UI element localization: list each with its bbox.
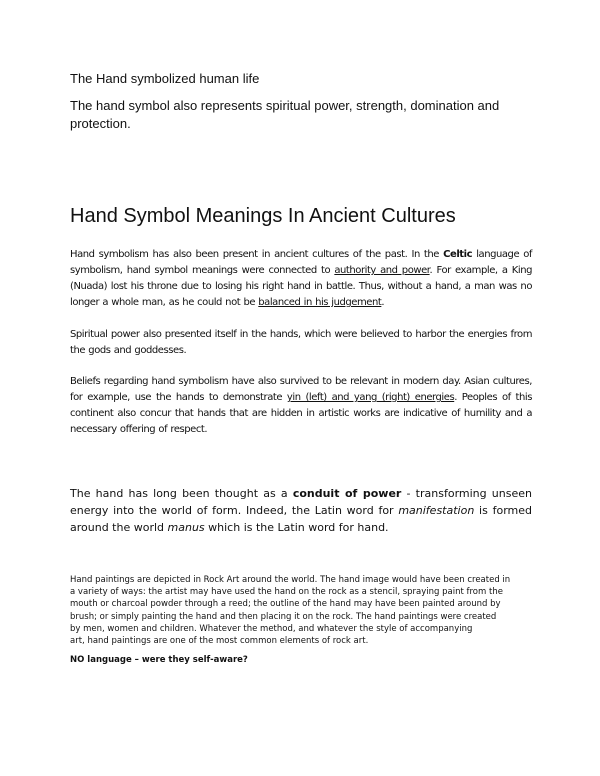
intro-paragraph: The hand symbol also represents spiritual power, strength, domination and protection. — [70, 98, 500, 131]
celtic-term: Celtic — [443, 249, 473, 260]
section-heading: Hand Symbol Meanings In Ancient Cultures — [70, 205, 456, 227]
text-run: is formed around the world — [70, 504, 532, 534]
yin-yang-link[interactable]: yin (left) and yang (right) energies — [286, 392, 455, 403]
rock-art-line: art, hand paintings are one of the most common elements of rock art. — [70, 636, 369, 647]
rock-art-line: by men, women and children. Whatever the method, and whatever the style of accompanying — [70, 623, 473, 634]
rock-art-line: mouth or charcoal powder through a reed; the outline of the hand may have been painted around by — [70, 599, 501, 610]
balanced-judgement-link[interactable]: balanced in his judgement — [258, 297, 382, 308]
intro-line: The Hand symbolized human life — [70, 71, 260, 86]
rock-art-line: brush; or simply painting the hand and then placing it on the rock. The hand paintings were created — [70, 611, 497, 622]
manus-term: manus — [167, 521, 205, 534]
text-run: language of symbolism, hand symbol meanings were connected to — [70, 249, 532, 276]
text-run: Hand symbolism has also been present in ancient cultures of the past. In the — [70, 249, 444, 260]
text-run: which is the Latin word for hand. — [204, 521, 389, 534]
text-run: The hand has long been thought as a — [70, 487, 293, 500]
text-run: Beliefs regarding hand symbolism have also survived to be relevant in modern day. Asian cultures, for example, use the hands to demonstrate — [70, 376, 532, 403]
self-aware-question: NO language – were they self-aware? — [70, 655, 248, 665]
modern-beliefs-paragraph — [70, 374, 532, 438]
rock-art-paragraph — [70, 574, 540, 647]
celtic-paragraph — [70, 247, 532, 311]
rock-art-line: a variety of ways: the artist may have used the hand on the rock as a stencil, spraying paint from the — [70, 587, 503, 598]
manifestation-term: manifestation — [398, 504, 475, 517]
conduit-term: conduit of power — [292, 487, 402, 500]
authority-and-power-link[interactable]: authority and power — [334, 265, 430, 276]
text-run: . — [381, 297, 385, 308]
text-run: . Peoples of this continent also concur that hands that are hidden in artistic works are indicative of humility and a necessary offering of respect. — [70, 392, 532, 435]
conduit-paragraph — [70, 485, 532, 536]
spiritual-power-paragraph: Spiritual power also presented itself in the hands, which were believed to harbor the energies from the gods and goddesses. — [70, 329, 532, 356]
rock-art-line: Hand paintings are depicted in Rock Art around the world. The hand image would have been created in — [70, 575, 511, 585]
text-run: . For example, a King (Nuada) lost his throne due to losing his right hand in battle. Thus, without a hand, a man was no longer a whole man, as he could not be — [70, 265, 532, 308]
text-run: - transforming unseen energy into the world of form. Indeed, the Latin word for — [70, 487, 532, 517]
